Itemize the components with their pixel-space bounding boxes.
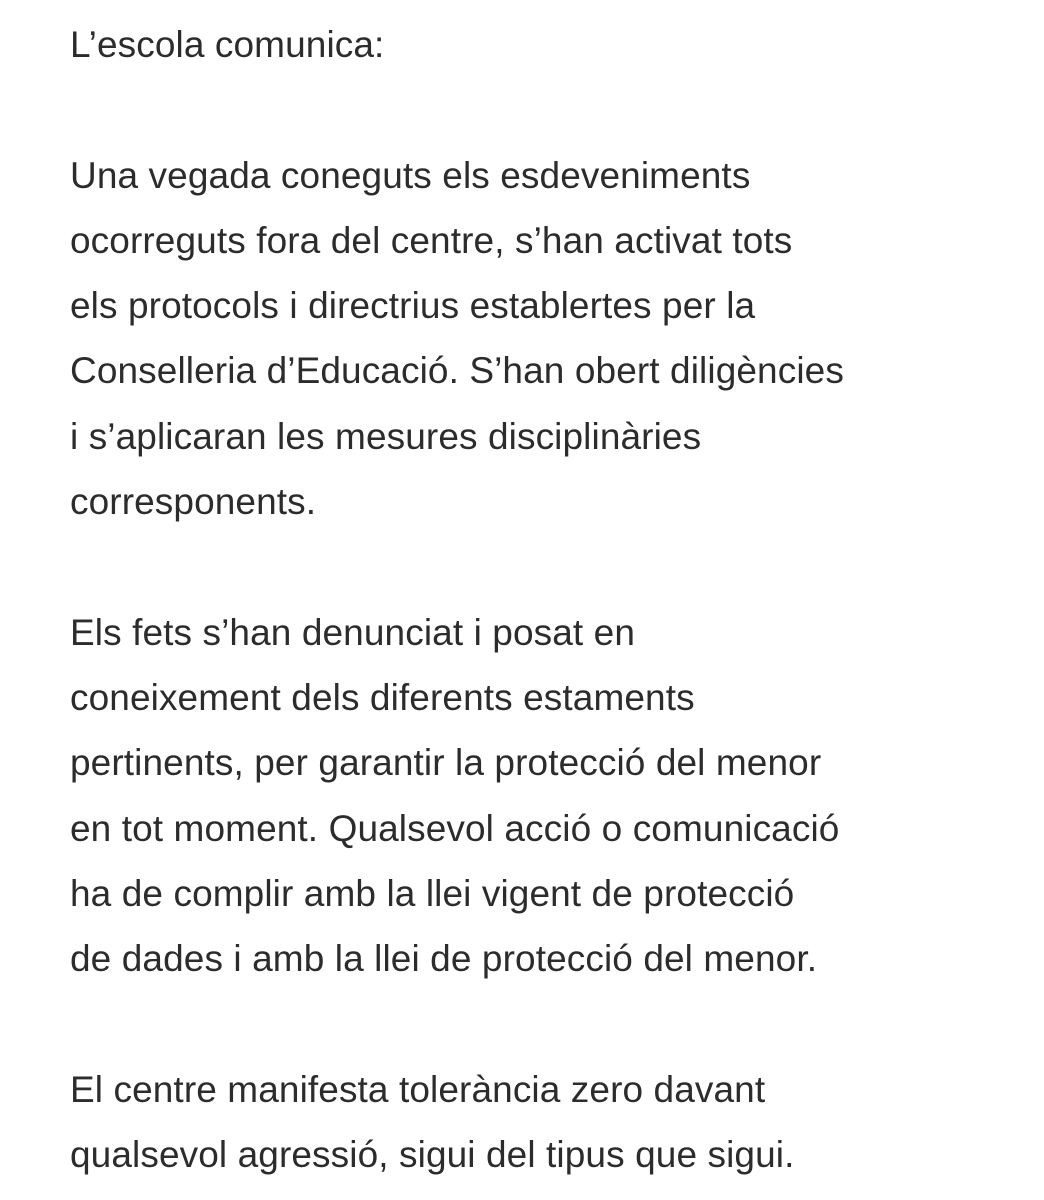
paragraph-line: Conselleria d’Educació. S’han obert diligències <box>70 350 844 392</box>
paragraph-line: coneixement dels diferents estaments <box>70 676 695 718</box>
paragraph-3 <box>70 1057 1030 1188</box>
paragraph-spacer <box>70 77 1030 142</box>
paragraph-line: de dades i amb la llei de protecció del menor. <box>70 938 818 980</box>
paragraph-line: corresponents. <box>70 481 317 523</box>
paragraph-spacer <box>70 534 1030 599</box>
paragraph-line: en tot moment. Qualsevol acció o comunicació <box>70 807 840 849</box>
paragraph-line: pertinents, per garantir la protecció del menor <box>70 742 822 784</box>
note-heading: L’escola comunica: <box>70 24 385 65</box>
paragraph-line: ocorreguts fora del centre, s’han activat tots <box>70 219 793 261</box>
note-body <box>70 12 1030 1187</box>
paragraph-line: ha de complir amb la llei vigent de protecció <box>70 872 795 914</box>
paragraph-line: qualsevol agressió, sigui del tipus que sigui. <box>70 1134 795 1176</box>
paragraph-spacer <box>70 991 1030 1056</box>
paragraph-line: i s’aplicaran les mesures disciplinàries <box>70 415 702 457</box>
paragraph-line: els protocols i directrius establertes per la <box>70 285 756 327</box>
paragraph-1 <box>70 143 1030 535</box>
paragraph-line: Una vegada coneguts els esdeveniments <box>70 154 751 196</box>
paragraph-2 <box>70 600 1030 992</box>
paragraph-line: Els fets s’han denunciat i posat en <box>70 611 636 653</box>
paragraph-line: El centre manifesta tolerància zero davant <box>70 1068 766 1110</box>
